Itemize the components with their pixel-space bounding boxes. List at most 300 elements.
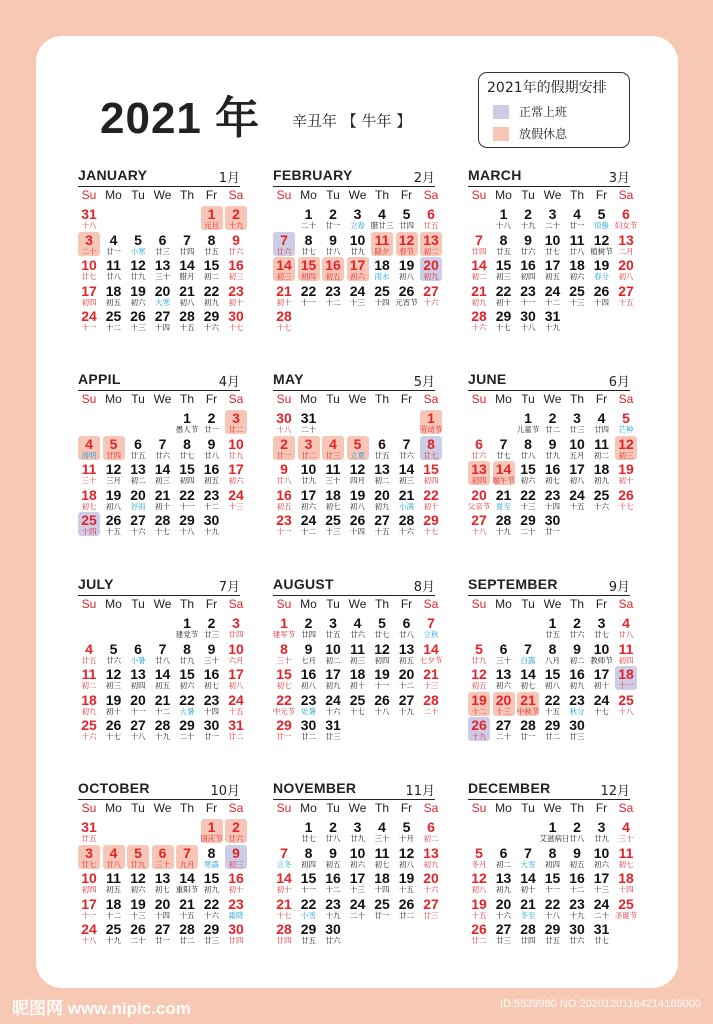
day-cell [347, 487, 369, 511]
day-number: 2 [207, 615, 216, 631]
lunar-date: 国庆节 [200, 834, 223, 843]
lunar-date: 九月 [179, 859, 195, 869]
day-cell [517, 206, 539, 230]
day-number: 27 [374, 512, 390, 528]
day-cell [225, 436, 247, 460]
day-cell [542, 257, 564, 281]
day-number: 30 [569, 921, 585, 937]
weekday-label: We [543, 392, 562, 406]
lunar-date: 初二 [423, 246, 439, 256]
month-july [76, 575, 242, 765]
day-number: 10 [349, 844, 366, 861]
day-cell [517, 870, 539, 894]
lunar-date: 十八 [374, 706, 390, 716]
lunar-date: 十一 [520, 297, 536, 307]
day-cell [322, 717, 344, 741]
lunar-date: 廿八 [106, 859, 121, 869]
lunar-date: 十二 [106, 910, 121, 920]
day-number: 25 [325, 512, 341, 528]
day-cell [298, 692, 320, 716]
day-number: 22 [423, 486, 439, 503]
day-cell [298, 487, 320, 511]
lunar-date: 十六 [471, 323, 487, 332]
day-number: 2 [280, 435, 288, 452]
day-number: 16 [203, 461, 220, 477]
lunar-date: 三十 [155, 859, 170, 869]
lunar-date: 廿一 [276, 450, 292, 460]
day-cell [225, 257, 247, 281]
day-number: 17 [593, 666, 610, 682]
day-number: 11 [374, 231, 390, 248]
lunar-date: 廿六 [228, 246, 244, 256]
day-cell [517, 921, 539, 945]
day-number: 20 [495, 895, 512, 912]
day-number: 25 [593, 486, 610, 503]
lunar-date: 十三 [423, 681, 439, 690]
day-number: 22 [495, 282, 512, 299]
day-cell [517, 257, 539, 281]
day-number: 13 [398, 640, 415, 657]
day-cell [371, 615, 393, 639]
lunar-date: 廿二 [179, 936, 195, 945]
lunar-date: 十八 [276, 425, 292, 434]
day-cell [103, 232, 125, 256]
day-cell [591, 206, 613, 230]
lunar-date: 初八 [471, 885, 487, 894]
lunar-date: 劳动节 [419, 425, 443, 434]
day-number: 14 [495, 461, 512, 477]
day-cell [273, 512, 295, 536]
day-number: 21 [423, 666, 439, 682]
month-header [78, 370, 240, 391]
day-cell [176, 232, 198, 256]
day-cell [420, 692, 442, 716]
weekday-label: Tu [131, 597, 145, 611]
day-number: 1 [499, 206, 508, 222]
month-name: JULY [78, 576, 114, 592]
weekday-label: Fr [400, 188, 413, 202]
lunar-date: 初九 [569, 681, 585, 690]
weekday-label: Sa [423, 801, 439, 815]
day-cell [201, 615, 223, 639]
day-cell [493, 896, 515, 920]
day-cell [127, 896, 149, 920]
day-number: 12 [130, 257, 146, 273]
day-cell [396, 692, 418, 716]
lunar-date: 初五 [569, 859, 585, 869]
day-number: 16 [325, 257, 341, 273]
day-number: 15 [423, 461, 439, 477]
lunar-date: 初七 [618, 859, 634, 869]
day-cell [298, 410, 320, 434]
lunar-date: 惊蛰 [594, 221, 609, 230]
day-cell [542, 308, 564, 332]
day-number: 29 [544, 717, 561, 733]
lunar-date: 十九 [471, 732, 487, 741]
day-number: 15 [203, 257, 220, 273]
lunar-date: 廿一 [569, 221, 585, 230]
day-number: 19 [374, 666, 390, 682]
lunar-date: 建军节 [272, 630, 296, 639]
lunar-date: 十九 [399, 706, 414, 716]
day-cell [273, 461, 295, 485]
day-cell [176, 257, 198, 281]
lunar-date: 立冬 [276, 859, 292, 869]
day-number: 22 [544, 691, 561, 708]
day-number: 7 [280, 844, 288, 861]
lunar-date: 霜降 [228, 910, 244, 920]
lunar-date: 二十 [594, 910, 609, 920]
weekday-label: Th [179, 392, 194, 406]
day-number: 2 [232, 819, 240, 835]
lunar-date: 廿一 [204, 425, 219, 434]
lunar-date: 七夕节 [419, 655, 443, 665]
day-number: 8 [183, 435, 191, 452]
day-number: 2 [232, 206, 240, 222]
lunar-date: 初四 [471, 476, 487, 485]
lunar-date: 十一 [374, 681, 390, 690]
day-cell [371, 283, 393, 307]
day-cell [152, 283, 174, 307]
day-number: 13 [495, 666, 512, 682]
day-number: 5 [622, 410, 630, 426]
lunar-date: 廿八 [325, 246, 341, 256]
day-number: 13 [130, 461, 146, 477]
day-cell [298, 896, 320, 920]
day-number: 17 [544, 257, 561, 273]
day-number: 1 [304, 819, 313, 835]
day-cell [78, 896, 100, 920]
day-cell [201, 257, 223, 281]
day-cell [322, 896, 344, 920]
day-number: 11 [350, 640, 365, 657]
lunar-date: 十六 [399, 527, 414, 536]
day-number: 9 [329, 844, 337, 861]
lunar-year: 辛丑年 【 牛年 】 [292, 112, 412, 130]
lunar-date: 初八 [301, 681, 316, 690]
lunar-date: 腊月 [179, 272, 195, 281]
month-header [78, 779, 240, 800]
day-number: 28 [471, 308, 487, 324]
day-cell [396, 206, 418, 230]
day-cell [493, 641, 515, 665]
lunar-date: 廿六 [569, 630, 585, 639]
lunar-date: 廿三 [496, 936, 511, 945]
day-number: 6 [158, 231, 167, 248]
lunar-date: 谷雨 [130, 501, 146, 511]
day-number: 14 [520, 870, 536, 886]
lunar-date: 初十 [155, 501, 170, 511]
day-cell [273, 666, 295, 690]
day-number: 28 [520, 921, 536, 937]
lunar-date: 十九 [106, 936, 121, 945]
day-number: 11 [374, 844, 390, 861]
day-number: 24 [81, 921, 97, 937]
day-number: 13 [495, 870, 512, 886]
day-number: 24 [593, 691, 610, 708]
day-number: 12 [618, 435, 634, 452]
day-number: 27 [495, 717, 512, 733]
day-cell [78, 512, 100, 536]
lunar-date: 十四 [545, 501, 560, 511]
day-number: 4 [378, 819, 386, 835]
day-number: 17 [300, 486, 317, 503]
day-cell [298, 717, 320, 741]
lunar-date: 廿四 [179, 246, 195, 256]
lunar-date: 廿六 [471, 450, 487, 460]
lunar-date: 春分 [594, 272, 609, 281]
day-cell [103, 487, 125, 511]
day-cell [396, 896, 418, 920]
day-cell [225, 615, 247, 639]
day-number: 1 [548, 819, 557, 835]
lunar-date: 初九 [423, 859, 439, 869]
lunar-date: 廿三 [569, 732, 585, 741]
day-cell [225, 487, 247, 511]
day-cell [420, 487, 442, 511]
work-swatch [493, 105, 509, 119]
day-number: 17 [593, 870, 610, 886]
day-cell [371, 487, 393, 511]
day-number: 13 [374, 461, 390, 477]
day-cell [615, 870, 637, 894]
day-cell [201, 461, 223, 485]
day-number: 14 [423, 640, 439, 657]
day-number: 25 [374, 895, 390, 912]
day-number: 7 [158, 435, 167, 452]
day-number: 14 [276, 870, 292, 886]
lunar-date: 十二 [106, 323, 121, 332]
lunar-date: 十一 [545, 885, 560, 894]
day-number: 27 [618, 282, 634, 299]
lunar-date: 初三 [618, 450, 634, 460]
day-cell [566, 921, 588, 945]
lunar-date: 二十 [179, 732, 195, 741]
footer-watermark: 昵图网 www.nipic.com [12, 999, 191, 1018]
lunar-date: 廿二 [545, 425, 560, 434]
legend-title: 2021年的假期安排 [487, 80, 607, 96]
lunar-date: 十九 [155, 732, 170, 741]
month-appil [76, 370, 242, 560]
day-number: 5 [109, 435, 118, 452]
weekday-row [76, 392, 242, 408]
weekday-label: Tu [326, 392, 340, 406]
day-cell [176, 921, 198, 945]
day-number: 19 [471, 691, 487, 708]
day-cell [152, 641, 174, 665]
lunar-date: 十二 [204, 501, 219, 511]
day-number: 7 [280, 231, 288, 248]
day-number: 28 [520, 717, 536, 733]
day-cell [127, 512, 149, 536]
day-number: 6 [402, 615, 411, 631]
month-june [466, 370, 632, 560]
day-number: 31 [593, 921, 610, 937]
day-cell [298, 819, 320, 843]
day-cell [542, 641, 564, 665]
day-number: 26 [349, 512, 366, 528]
weekday-label: Mo [105, 188, 122, 202]
lunar-date: 初十 [276, 297, 292, 307]
day-cell [566, 896, 588, 920]
day-number: 23 [228, 282, 244, 299]
day-cell [615, 641, 637, 665]
day-number: 31 [544, 308, 561, 324]
day-number: 16 [544, 461, 561, 477]
day-number: 26 [593, 282, 610, 299]
day-number: 22 [300, 282, 317, 299]
lunar-date: 元旦 [204, 221, 219, 230]
day-cell [152, 257, 174, 281]
lunar-date: 十三 [325, 527, 341, 536]
lunar-date: 初六 [569, 272, 585, 281]
day-cell [615, 283, 637, 307]
day-cell [298, 232, 320, 256]
day-number: 22 [276, 691, 292, 708]
day-number: 13 [618, 231, 634, 248]
lunar-date: 廿七 [81, 272, 97, 281]
day-number: 4 [85, 435, 93, 452]
lunar-date: 二十 [301, 221, 316, 230]
day-cell [273, 717, 295, 741]
day-number: 3 [597, 819, 606, 835]
weekday-label: Tu [131, 188, 145, 202]
day-cell [298, 921, 320, 945]
lunar-date: 廿八 [569, 834, 585, 843]
lunar-date: 七月 [301, 655, 316, 665]
day-cell [152, 436, 174, 460]
day-number: 11 [618, 844, 634, 861]
day-cell [468, 232, 490, 256]
day-cell [468, 666, 490, 690]
day-cell [225, 692, 247, 716]
day-number: 25 [349, 691, 366, 708]
lunar-date: 初五 [471, 681, 487, 690]
day-cell [517, 283, 539, 307]
month-number: 9月 [608, 580, 630, 595]
day-number: 17 [325, 666, 341, 682]
lunar-date: 三十 [618, 834, 634, 843]
day-number: 26 [130, 921, 146, 937]
day-cell [225, 666, 247, 690]
weekday-label: Tu [326, 188, 340, 202]
day-cell [103, 461, 125, 485]
day-number: 29 [495, 308, 512, 324]
day-cell [347, 461, 369, 485]
lunar-date: 初九 [204, 297, 219, 307]
day-number: 29 [300, 921, 317, 937]
day-cell [176, 487, 198, 511]
day-cell [298, 870, 320, 894]
day-cell [103, 921, 125, 945]
day-cell [396, 257, 418, 281]
day-number: 10 [228, 435, 244, 452]
day-number: 11 [81, 666, 97, 682]
weekday-label: Sa [618, 188, 634, 202]
day-number: 12 [105, 666, 122, 682]
day-number: 18 [349, 666, 366, 682]
day-cell [493, 436, 515, 460]
day-cell [615, 819, 637, 843]
lunar-date: 十三 [496, 706, 511, 716]
day-cell [591, 921, 613, 945]
weekday-label: Tu [521, 188, 535, 202]
day-cell [322, 870, 344, 894]
day-cell [322, 257, 344, 281]
lunar-date: 廿二 [399, 910, 414, 920]
lunar-date: 廿一 [374, 910, 390, 920]
lunar-date: 建党节 [175, 630, 199, 639]
lunar-date: 十九 [545, 323, 560, 332]
lunar-date: 初三 [155, 476, 170, 485]
day-cell [273, 870, 295, 894]
day-number: 10 [349, 231, 366, 248]
lunar-date: 初四 [545, 859, 560, 869]
day-number: 23 [203, 691, 220, 708]
weekday-label: Mo [495, 801, 512, 815]
lunar-date: 廿七 [374, 630, 390, 639]
day-cell [322, 283, 344, 307]
day-number: 9 [573, 844, 581, 861]
lunar-date: 初七 [325, 501, 341, 511]
day-cell [201, 641, 223, 665]
day-number: 24 [81, 308, 97, 324]
day-cell [566, 845, 588, 869]
weekday-label: Su [81, 597, 97, 611]
day-cell [273, 896, 295, 920]
day-number: 4 [378, 206, 386, 222]
day-cell [420, 461, 442, 485]
lunar-date: 初十 [276, 885, 292, 894]
weekday-label: Th [374, 188, 389, 202]
day-number: 17 [349, 257, 366, 273]
day-number: 30 [228, 308, 244, 324]
day-cell [468, 870, 490, 894]
day-cell [566, 666, 588, 690]
day-cell [615, 436, 637, 460]
day-number: 11 [106, 257, 121, 273]
day-cell [103, 692, 125, 716]
lunar-date: 十五 [471, 910, 487, 920]
day-number: 12 [374, 640, 390, 657]
day-number: 15 [300, 870, 317, 886]
day-number: 7 [499, 435, 508, 452]
day-number: 20 [618, 257, 634, 273]
lunar-date: 十九 [204, 527, 219, 536]
weekday-label: Su [81, 392, 97, 406]
lunar-date: 三十 [374, 834, 390, 843]
day-number: 12 [130, 870, 146, 886]
day-cell [103, 283, 125, 307]
day-number: 4 [85, 640, 93, 657]
day-number: 3 [353, 819, 362, 835]
day-number: 18 [593, 461, 610, 477]
lunar-date: 初六 [130, 885, 146, 894]
lunar-date: 中秋节 [516, 706, 540, 716]
day-cell [371, 257, 393, 281]
day-number: 3 [304, 435, 313, 452]
lunar-date: 初六 [496, 681, 511, 690]
month-name: APPIL [78, 371, 121, 387]
lunar-date: 初八 [399, 272, 414, 281]
day-number: 28 [179, 921, 195, 937]
day-number: 1 [207, 206, 216, 222]
day-number: 8 [207, 231, 216, 248]
day-number: 18 [374, 257, 390, 273]
day-number: 1 [427, 410, 435, 426]
day-number: 15 [520, 461, 536, 477]
day-number: 4 [329, 435, 337, 452]
